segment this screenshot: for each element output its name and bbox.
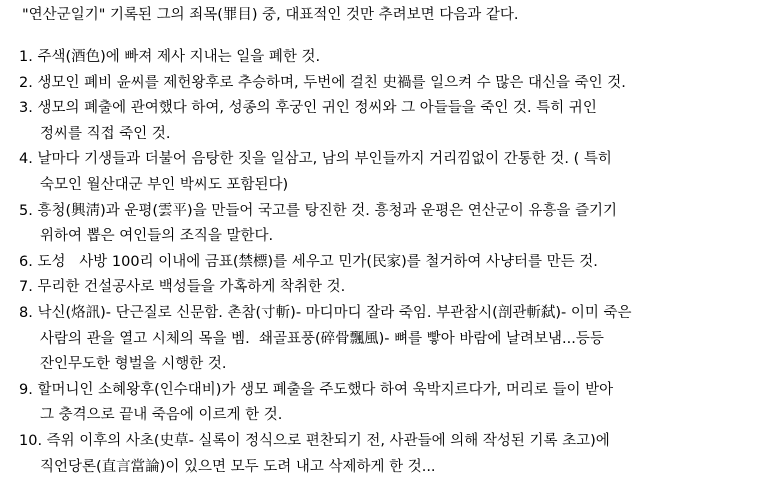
list-item-line-continued: 직언당론(直言當論)이 있으면 모두 도려 내고 삭제하게 한 것...	[40, 458, 436, 475]
list-item	[19, 378, 631, 429]
list-item	[19, 301, 631, 378]
list-item-line: 6. 도성 사방 100리 이내에 금표(禁標)를 세우고 민가(民家)를 철거하여 사냥터를 만든 것.	[19, 253, 598, 270]
list-item-line: 8. 낙신(烙訊)- 단근질로 신문함. 촌참(寸斬)- 마디마디 잘라 죽임. 부관참시(剖관斬弑)- 이미 죽은	[19, 304, 632, 321]
list-item-line-continued: 사람의 관을 열고 시체의 목을 벰. 쇄골표풍(碎骨飄風)- 뼈를 빻아 바람에 날려보냄...등등	[40, 330, 604, 347]
list-item-line-continued: 그 충격으로 끝내 죽음에 이르게 한 것.	[40, 407, 283, 424]
crime-list	[19, 45, 631, 480]
list-item-line: 4. 날마다 기생들과 더불어 음탕한 짓을 일삼고, 남의 부인들까지 거리낌없이 간통한 것. ( 특히	[19, 151, 612, 168]
list-item	[19, 250, 631, 276]
list-item-line-continued: 잔인무도한 형벌을 시행한 것.	[40, 356, 227, 373]
list-item	[19, 71, 631, 97]
list-item-line: 2. 생모인 폐비 윤씨를 제헌왕후로 추승하며, 두번에 걸친 史禍를 일으켜 수 많은 대신을 죽인 것.	[19, 74, 626, 91]
list-item	[19, 147, 631, 198]
list-item-line: 9. 할머니인 소혜왕후(인수대비)가 생모 폐출을 주도했다 하여 욱박지르다가, 머리로 들이 받아	[19, 381, 614, 398]
list-item-line-continued: 숙모인 월산대군 부인 박씨도 포함된다)	[40, 176, 289, 193]
list-item	[19, 429, 631, 480]
list-item-line-continued: 정씨를 직접 죽인 것.	[40, 125, 171, 142]
intro-text: "연산군일기" 기록된 그의 죄목(罪目) 중, 대표적인 것만 추려보면 다음과 같다.	[22, 7, 519, 23]
list-item	[19, 275, 631, 301]
list-item-line: 1. 주색(酒色)에 빠져 제사 지내는 일을 폐한 것.	[19, 49, 321, 65]
list-item-line: 10. 즉위 이후의 사초(史草- 실록이 정식으로 편찬되기 전, 사관들에 의해 작성된 기록 초고)에	[19, 432, 610, 449]
list-item-line: 7. 무리한 건설공사로 백성들을 가혹하게 착취한 것.	[19, 279, 346, 296]
list-item	[19, 45, 631, 71]
list-item-line: 5. 흥청(興淸)과 운평(雲平)을 만들어 국고를 탕진한 것. 흥청과 운평은 연산군이 유흥을 즐기기	[19, 202, 617, 219]
list-item-line: 3. 생모의 폐출에 관여했다 하여, 성종의 후궁인 귀인 정씨와 그 아들들을 죽인 것. 특히 귀인	[19, 100, 597, 117]
list-item-line-continued: 위하여 뽑은 여인들의 조직을 말한다.	[40, 228, 274, 245]
list-item	[19, 96, 631, 147]
list-item	[19, 199, 631, 250]
